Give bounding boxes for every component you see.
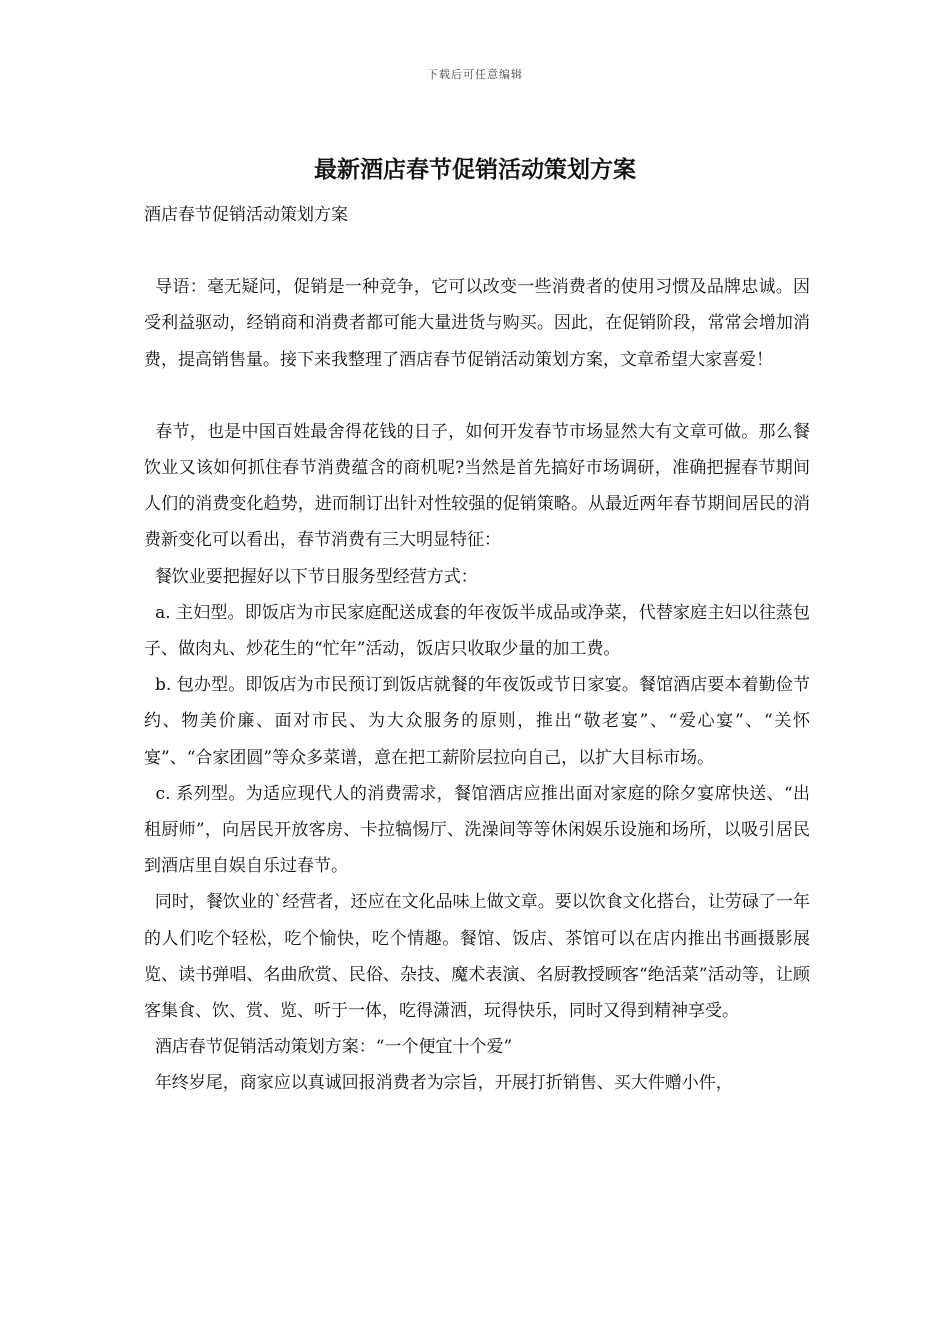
document-subtitle: 酒店春节促销活动策划方案 xyxy=(144,205,348,225)
intro-paragraph: 导语：毫无疑问，促销是一种竞争，它可以改变一些消费者的使用习惯及品牌忠诚。因受利益驱动，经销商和消费者都可能大量进货与购买。因此，在促销阶段，常常会增加消费，提高销售量。接下来我整理了酒店春节促销活动策划方案，文章希望大家喜爱！ xyxy=(144,277,810,370)
document-body xyxy=(144,197,810,1102)
list-item-b: b. 包办型。即饭店为市民预订到饭店就餐的年夜饭或节日家宴。餐馆酒店要本着勤俭节约、物美价廉、面对市民、为大众服务的原则，推出“敬老宴”、“爱心宴”、“关怀宴”、“合家团圆”等众多菜谱，意在把工薪阶层拉向自己，以扩大目标市场。 xyxy=(144,675,810,768)
paragraph-gap xyxy=(144,378,810,414)
paragraph-gap xyxy=(144,233,810,269)
body-paragraph-5: 年终岁尾，商家应以真诚回报消费者为宗旨，开展打折销售、买大件赠小件， xyxy=(144,1073,733,1094)
document-title: 最新酒店春节促销活动策划方案 xyxy=(314,156,636,183)
body-paragraph-3: 同时，餐饮业的`经营者，还应在文化品味上做文章。要以饮食文化搭台，让劳碌了一年的人们吃个轻松，吃个愉快，吃个情趣。餐馆、饭店、茶馆可以在店内推出书画摄影展览、读书弹唱、名曲欣赏、民俗、杂技、魔术表演、名厨教授顾客“绝活菜”活动等，让顾客集食、饮、赏、览、听于一体，吃得潇洒，玩得快乐，同时又得到精神享受。 xyxy=(144,892,810,1022)
page-header-note: 下载后可任意编辑 xyxy=(427,68,523,81)
list-item-c: c. 系列型。为适应现代人的消费需求，餐馆酒店应推出面对家庭的除夕宴席快送、“出租厨师”，向居民开放客房、卡拉犒惕厅、洗澡间等等休闲娱乐设施和场所，以吸引居民到酒店里自娱自乐过春节。 xyxy=(144,783,810,877)
list-item-a: a. 主妇型。即饭店为市民家庭配送成套的年夜饭半成品或净菜，代替家庭主妇以往蒸包子、做肉丸、炒花生的“忙年”活动，饭店只收取少量的加工费。 xyxy=(144,602,810,660)
body-paragraph-4: 酒店春节促销活动策划方案：“一个便宜十个爱” xyxy=(144,1037,513,1058)
body-paragraph-1: 春节，也是中国百姓最舍得花钱的日子，如何开发春节市场显然大有文章可做。那么餐饮业又该如何抓住春节消费蕴含的商机呢?当然是首先搞好市场调研，准确把握春节期间人们的消费变化趋势，进而制订出针对性较强的促销策略。从最近两年春节期间居民的消费新变化可以看出，春节消费有三大明显特征： xyxy=(144,421,810,551)
body-paragraph-2: 餐饮业要把握好以下节日服务型经营方式： xyxy=(144,566,478,587)
